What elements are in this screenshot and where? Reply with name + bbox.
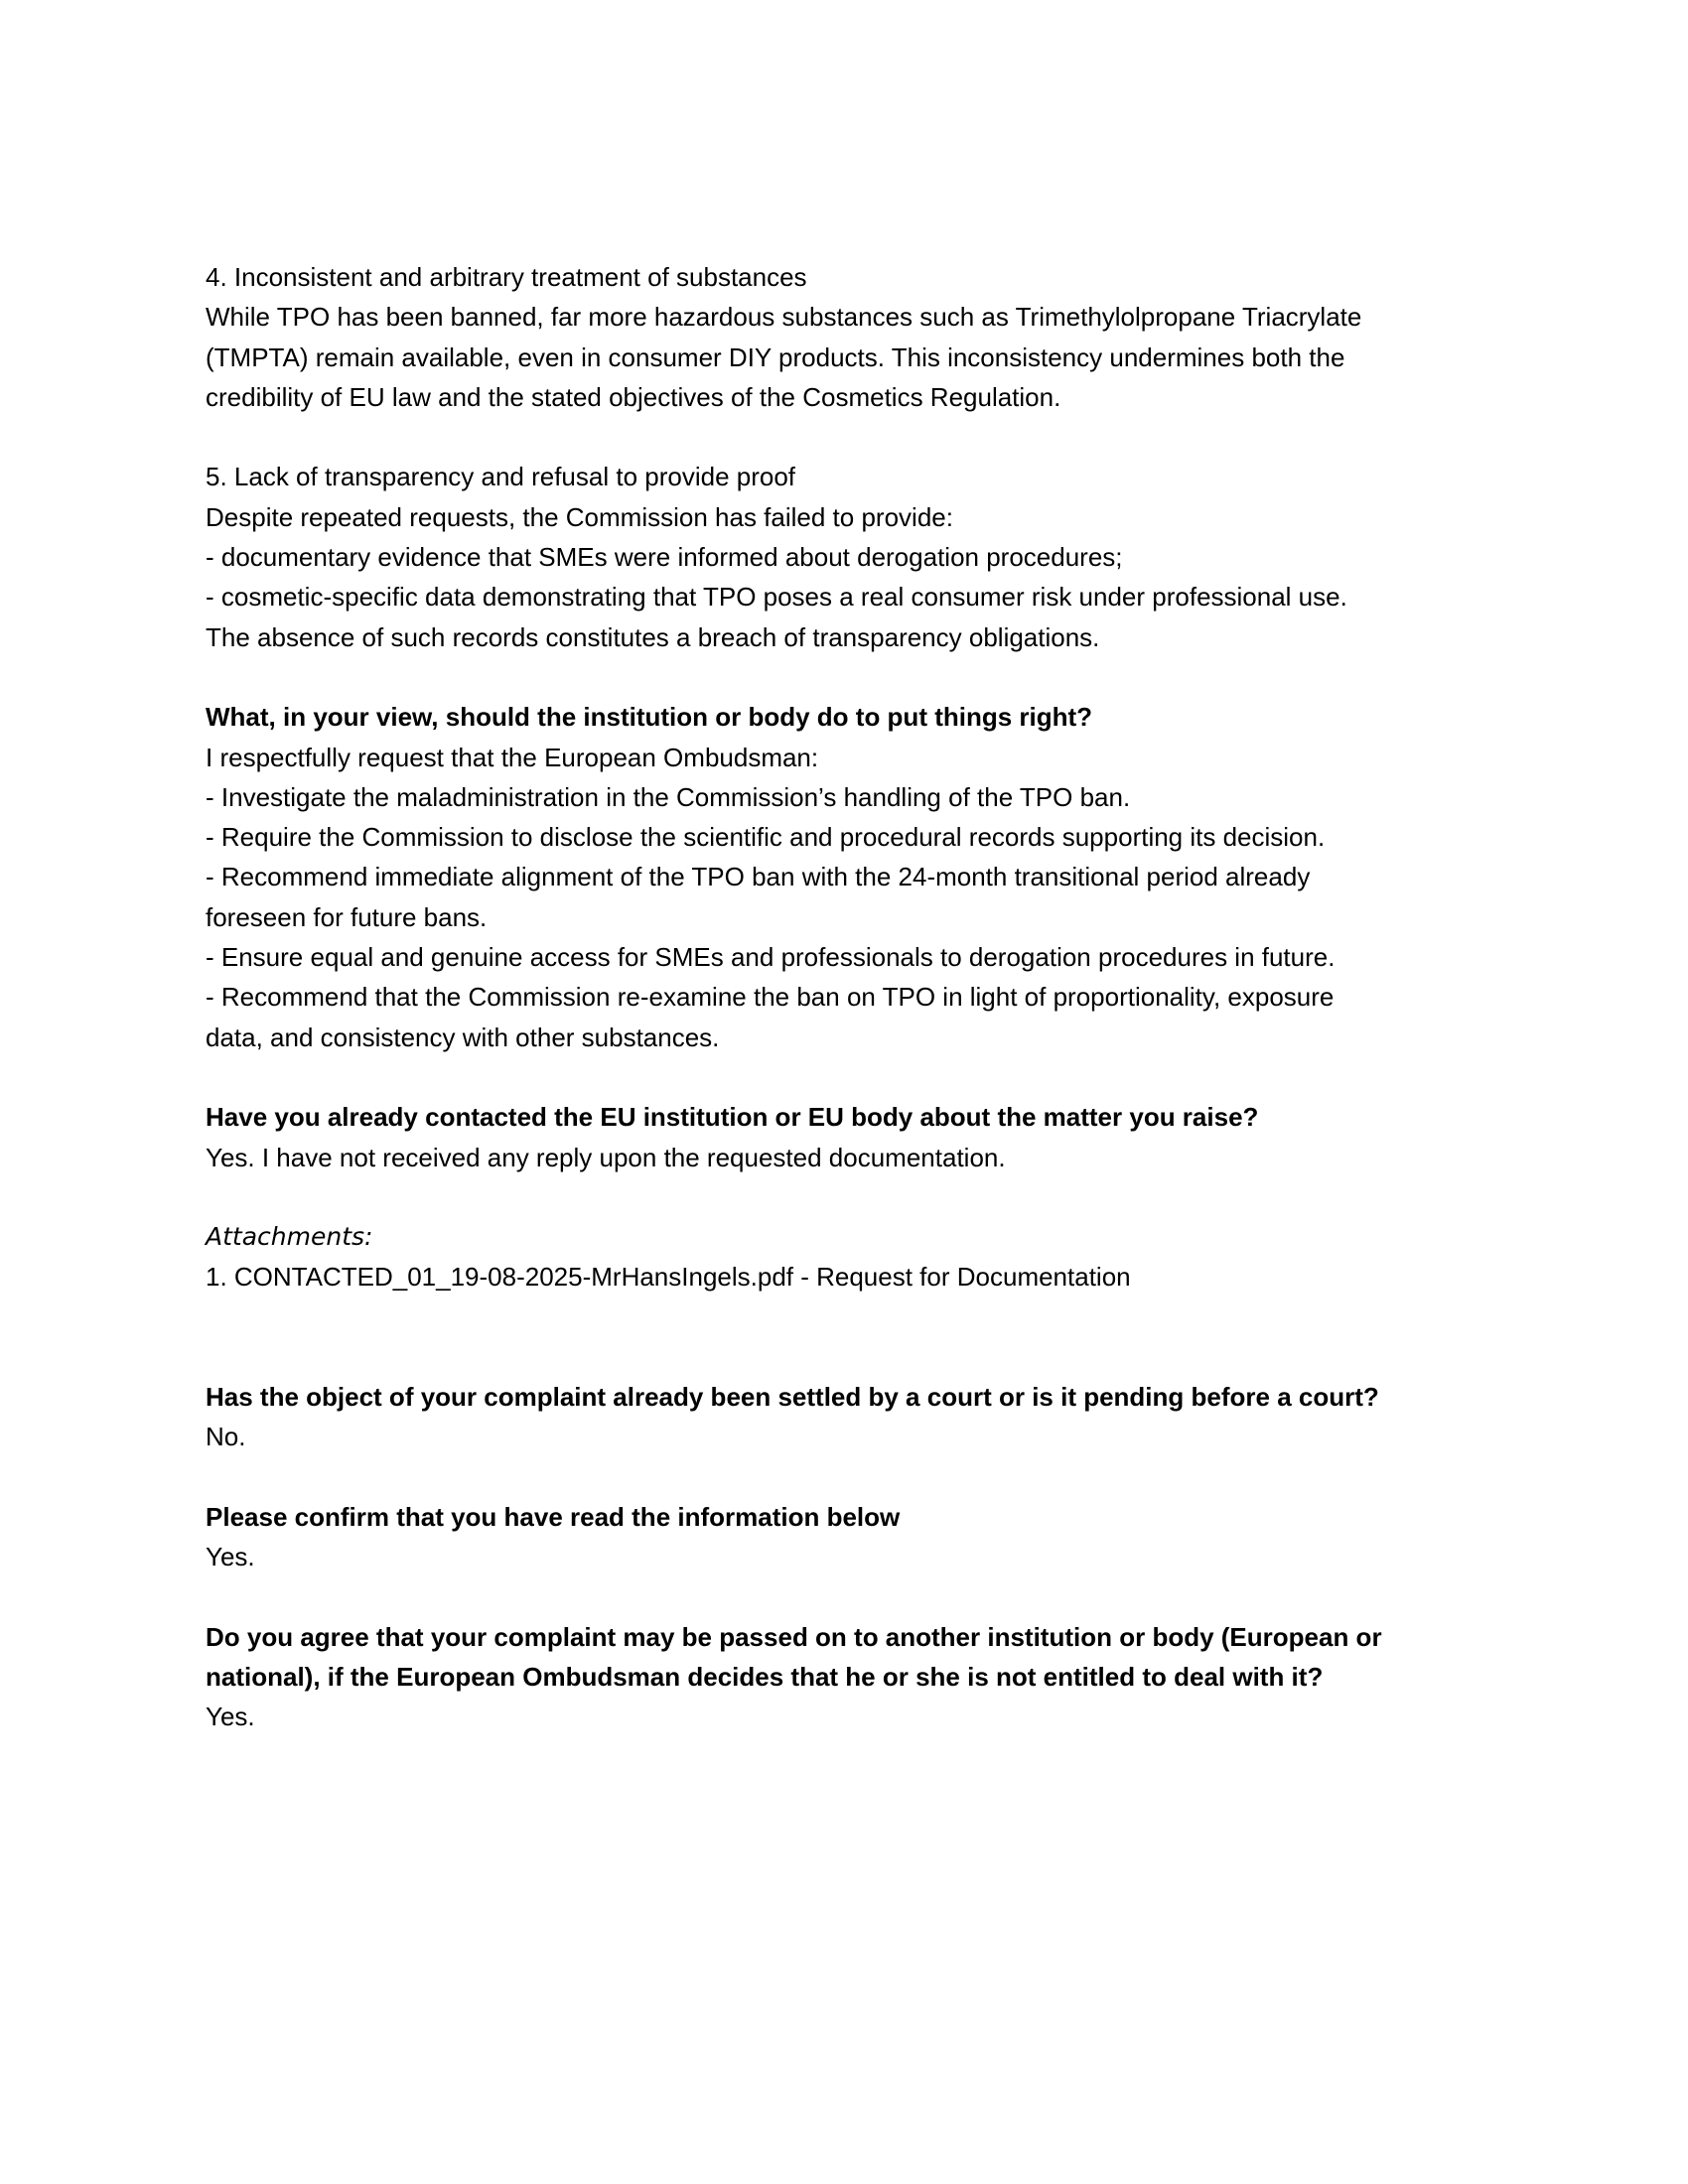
remedy-section — [206, 697, 1496, 1057]
court-question: Has the object of your complaint already been settled by a court or is it pending before a court? — [206, 1381, 1379, 1412]
section-4-line: (TMPTA) remain available, even in consumer DIY products. This inconsistency undermines both the — [206, 341, 1345, 372]
confirm-question: Please confirm that you have read the information below — [206, 1501, 901, 1532]
agree-section — [206, 1617, 1496, 1737]
section-5-line: Despite repeated requests, the Commission has failed to provide: — [206, 501, 953, 532]
attachments-section — [206, 1217, 1496, 1297]
remedy-line: data, and consistency with other substances. — [206, 1022, 720, 1052]
remedy-question: What, in your view, should the institution or body do to put things right? — [206, 702, 1093, 733]
attachments-label: Attachments: — [206, 1222, 373, 1252]
section-4-line: credibility of EU law and the stated objectives of the Cosmetics Regulation. — [206, 381, 1061, 412]
section-4-line: While TPO has been banned, far more hazardous substances such as Trimethylolpropane Triacrylate — [206, 302, 1362, 333]
document-page — [206, 257, 1496, 1736]
section-4 — [206, 257, 1496, 417]
court-section — [206, 1377, 1496, 1457]
attachment-item[interactable]: 1. CONTACTED_01_19-08-2025-MrHansIngels.pdf - Request for Documentation — [206, 1262, 1131, 1293]
confirm-section — [206, 1497, 1496, 1577]
contacted-question: Have you already contacted the EU institution or EU body about the matter you raise? — [206, 1102, 1259, 1133]
section-5-line: The absence of such records constitutes a breach of transparency obligations. — [206, 621, 1100, 652]
remedy-line: - Recommend immediate alignment of the TPO ban with the 24-month transitional period already — [206, 862, 1311, 892]
agree-question: Do you agree that your complaint may be passed on to another institution or body (European or — [206, 1621, 1382, 1652]
section-4-heading: 4. Inconsistent and arbitrary treatment of substances — [206, 262, 807, 292]
remedy-line: - Investigate the maladministration in the Commission’s handling of the TPO ban. — [206, 781, 1131, 812]
agree-answer: Yes. — [206, 1702, 255, 1732]
confirm-answer: Yes. — [206, 1541, 255, 1571]
section-5-heading: 5. Lack of transparency and refusal to provide proof — [206, 462, 796, 492]
remedy-line: - Require the Commission to disclose the scientific and procedural records supporting its decision. — [206, 822, 1326, 853]
agree-question: national), if the European Ombudsman decides that he or she is not entitled to deal with it? — [206, 1661, 1324, 1692]
remedy-line: I respectfully request that the European Ombudsman: — [206, 742, 819, 772]
remedy-line: - Ensure equal and genuine access for SMEs and professionals to derogation procedures in future. — [206, 942, 1336, 973]
section-5-line: - cosmetic-specific data demonstrating that TPO poses a real consumer risk under professional use. — [206, 582, 1347, 613]
section-5 — [206, 457, 1496, 656]
court-answer: No. — [206, 1422, 246, 1452]
section-5-line: - documentary evidence that SMEs were informed about derogation procedures; — [206, 542, 1123, 573]
contacted-section — [206, 1097, 1496, 1177]
contacted-answer: Yes. I have not received any reply upon the requested documentation. — [206, 1142, 1006, 1172]
remedy-line: - Recommend that the Commission re-examine the ban on TPO in light of proportionality, exposure — [206, 982, 1335, 1013]
remedy-line: foreseen for future bans. — [206, 901, 488, 932]
